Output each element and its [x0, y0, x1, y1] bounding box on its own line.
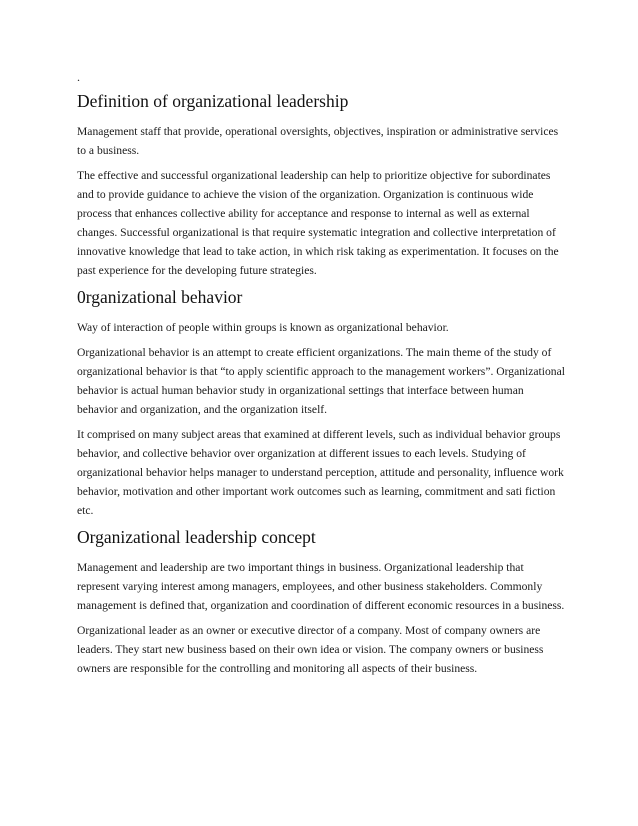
section-concept [77, 526, 567, 678]
section-heading: 0rganizational behavior [77, 287, 243, 307]
leading-mark: . [77, 70, 80, 84]
paragraph: Management and leadership are two important things in business. Organizational leadership that represent varying interest among managers, employees, and other business stakeholders. Commonly management is defined that, organization and coordination of different economic resources in a business. [77, 561, 565, 612]
section-heading: Organizational leadership concept [77, 527, 316, 547]
paragraph: Organizational behavior is an attempt to create efficient organizations. The main theme of the study of organizational behavior is that “to apply scientific approach to the management workers”. Organizational behavior is actual human behavior study in organizational settings that interface between human behavior and organization, and the organization itself. [77, 346, 565, 416]
document-page [77, 70, 567, 684]
section-definition [77, 90, 567, 280]
paragraph: Management staff that provide, operational oversights, objectives, inspiration or administrative services to a business. [77, 125, 559, 157]
paragraph: It comprised on many subject areas that examined at different levels, such as individual behavior groups behavior, and collective behavior over organization at different issues to each levels. Studying of organizational behavior helps manager to understand perception, attitude and personality, influence work behavior, motivation and other important work outcomes such as learning, commitment and sati fiction etc. [77, 428, 564, 517]
section-heading: Definition of organizational leadership [77, 91, 349, 111]
paragraph: Way of interaction of people within groups is known as organizational behavior. [77, 321, 449, 334]
paragraph: The effective and successful organizational leadership can help to prioritize objective for subordinates and to provide guidance to achieve the vision of the organization. Organization is continuous wide process that enhances collective ability for acceptance and response to internal as well as external changes. Successful organizational is that require systematic integration and collective interpretation of innovative knowledge that lead to take action, in which risk taking as experimentation. It focuses on the past experience for the developing future strategies. [77, 169, 559, 277]
section-behavior [77, 286, 567, 520]
paragraph: Organizational leader as an owner or executive director of a company. Most of company owners are leaders. They start new business based on their own idea or vision. The company owners or business owners are responsible for the controlling and monitoring all aspects of their business. [77, 624, 544, 675]
